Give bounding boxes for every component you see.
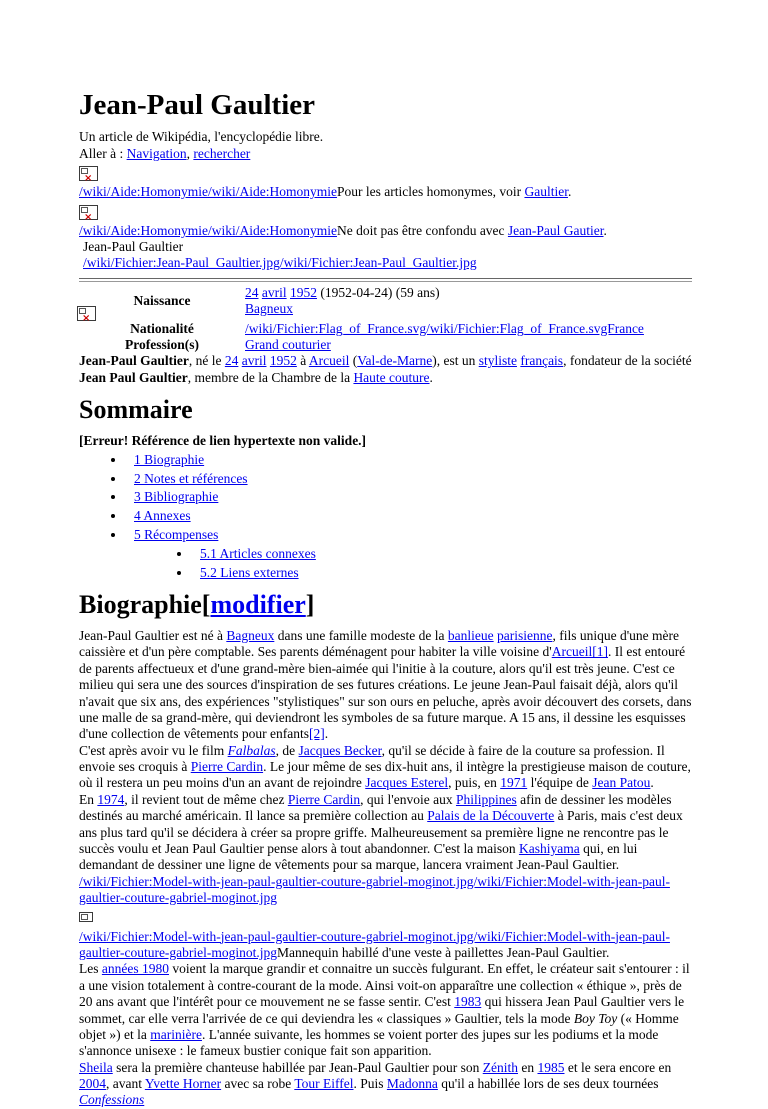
text-run: qui, en lui demandant de dessiner une ligne de vêtements pour sa marque, lancera vraiment Jean-Paul Gaultier. (79, 841, 638, 873)
text-run: voient la marque grandir et connaitre un succès fulgurant. En effet, le créateur sait s'entourer : il a une vision totalement à contre-courant de la mode. Ainsi voit-on apparaître une collection « éthique », près de 20 ans avant que l'intérêt pour ce mouvement ne se fasse sentir. C'est (79, 961, 690, 1010)
inline-link[interactable]: Zénith (482, 1059, 518, 1075)
infobox-value-naissance (245, 283, 692, 321)
text-run: (1952-04-24) (59 ans) (317, 284, 440, 300)
text-run: . Le jour même de ses dix-huit ans, il intègre la prestigieuse maison de couture, où il restera un peu moins d'un an avant de rejoindre (79, 759, 691, 791)
inline-link[interactable]: Bagneux (245, 301, 293, 317)
text-run: . (567, 184, 572, 200)
inline-link[interactable]: Falbalas (227, 742, 276, 758)
text-run: . (603, 222, 607, 238)
photo-caption: Jean-Paul Gaultier (83, 239, 184, 254)
inline-link[interactable]: 1974 (97, 791, 125, 807)
inline-link[interactable]: Palais de la Découverte (427, 808, 555, 824)
text-run: et le sera encore en (564, 1059, 672, 1075)
text-run: Boy Toy (573, 1010, 618, 1026)
toc-link-recompenses[interactable]: 5 Récompenses (134, 527, 219, 543)
toc-link-bibliographie[interactable]: 3 Bibliographie (134, 489, 219, 505)
text-run: , puis, en (448, 775, 501, 791)
inline-link[interactable]: banlieue (447, 627, 494, 643)
broken-image-icon (79, 166, 98, 181)
bracket-open: [ (201, 590, 211, 620)
toc-item-bibliographie (126, 489, 692, 505)
jump-nav (79, 146, 692, 162)
inline-link[interactable]: 24 (224, 353, 239, 369)
inline-link[interactable]: Jacques Esterel (365, 775, 449, 791)
inline-link[interactable]: 1952 (269, 353, 297, 369)
lead-paragraph (79, 353, 692, 386)
toc-link-notes[interactable]: 2 Notes et références (134, 470, 248, 486)
text-run: à (296, 353, 309, 369)
text-run: Pour les articles homonymes, voir (336, 184, 525, 200)
inline-link[interactable]: /wiki/Aide:Homonymie/wiki/Aide:Homonymie (79, 184, 337, 200)
broken-flag-icon (77, 306, 96, 321)
text-run: . Il est entouré de parents affectueux et d'une grand-mère bien-aimée qui l'initie à la couture, alors qu'il est très jeune. C'est ce milieu qui sera une des sources d'inspiration de ses futures créations. Le jeune Jean-Paul faisait déjà, alors qu'il n'avait que six ans, des expériences "stylistiques" sur son ours en peluche, après avoir découvert des corsets, dans une malle de sa grand-mère, qui deviendront les symboles de sa future marque. A 15 ans, il dessine les esquisses d'une collection de vêtements pour enfants (79, 644, 692, 742)
inline-link[interactable]: Arcueil (308, 353, 350, 369)
toc-link-articles-connexes[interactable]: 5.1 Articles connexes (200, 546, 316, 562)
text-run: , il revient tout de même chez (124, 791, 288, 807)
text-run: . (429, 369, 433, 385)
text-run: En (79, 791, 98, 807)
text-run: . L'année suivante, les hommes se voient porter des jupes sur les podiums et la mode s'annonce unisexe : le fameux bustier conique fait son apparition. (79, 1026, 659, 1059)
text-run: dans une famille modeste de la (274, 627, 448, 643)
bio-image-icon-line (79, 909, 692, 926)
bio-paragraph-4 (79, 961, 692, 1059)
inline-link[interactable]: 1971 (500, 775, 528, 791)
inline-link[interactable]: Arcueil[1] (551, 644, 608, 660)
inline-link[interactable]: 1985 (537, 1059, 565, 1075)
text-run: Jean-Paul Gaultier est né à (79, 627, 227, 643)
inline-link[interactable]: Kashiyama (518, 841, 580, 857)
inline-link[interactable]: Gaultier (524, 184, 568, 200)
bio-image-link-2 (79, 929, 692, 962)
hyperlink-error-text: [Erreur! Référence de lien hypertexte non valide.] (79, 432, 367, 448)
bio-image-link-1 (79, 874, 692, 907)
inline-link[interactable]: Grand couturier (245, 336, 331, 352)
inline-link[interactable]: /wiki/Fichier:Model-with-jean-paul-gaultier-couture-gabriel-moginot.jpg/wiki/Fichier:Model-with-jean-paul-gaultier-couture-gabriel-moginot.jpg (79, 873, 670, 906)
inline-link[interactable]: Jean Patou (592, 775, 651, 791)
infobox-label-profession: Profession(s) (125, 336, 199, 352)
text-run: , né le (188, 353, 225, 369)
text-run: qu'il a habillée lors de ses deux tournées (437, 1076, 659, 1092)
text-run: Aller à : (79, 145, 127, 161)
bio-paragraph-3 (79, 792, 692, 874)
text-run: ( (349, 353, 358, 369)
hatnote-icon-line-2 (79, 203, 692, 220)
inline-link[interactable]: Pierre Cardin (287, 791, 361, 807)
toc-link-liens-externes[interactable]: 5.2 Liens externes (200, 564, 299, 580)
text-run: . (650, 775, 654, 791)
photo-file-link[interactable]: /wiki/Fichier:Jean-Paul_Gaultier.jpg/wiki/Fichier:Jean-Paul_Gaultier.jpg (83, 255, 477, 271)
site-subtitle: Un article de Wikipédia, l'encyclopédie libre. (79, 129, 324, 145)
bio-paragraph-1 (79, 628, 692, 743)
infobox-label-nationalite: Nationalité (130, 320, 194, 336)
toc-item-recompenses (126, 527, 692, 581)
inline-link[interactable]: /wiki/Fichier:Flag_of_France.svg/wiki/Fichier:Flag_of_France.svgFrance (245, 320, 644, 336)
biographie-body (79, 628, 692, 1109)
infobox-row-nationalite (79, 321, 692, 337)
inline-link[interactable]: marinière (150, 1026, 202, 1042)
text-run: , avant (106, 1076, 145, 1092)
text-run: , qu'il se décide à faire de la couture sa profession. Il envoie ses croquis à (79, 742, 665, 775)
inline-link[interactable]: Yvette Horner (144, 1076, 222, 1092)
toc-link-biographie[interactable]: 1 Biographie (134, 451, 205, 467)
inline-link[interactable]: Haute couture (353, 369, 430, 385)
inline-link[interactable]: Pierre Cardin (190, 759, 264, 775)
broken-image-icon (79, 912, 93, 922)
toc-item-articles-connexes (192, 546, 692, 562)
inline-link[interactable]: 24 (245, 284, 259, 300)
page-title: Jean-Paul Gaultier (79, 89, 316, 121)
broken-image-icon (79, 205, 98, 220)
text-run: à Paris, mais c'est deux ans plus tard qu'il se décidera à créer sa propre griffe. Malheureusement sa première ligne ne rencontre pas le succès voulu et Jean Paul Gaultier pense alors à tout abandonner. C'est la maison (79, 808, 683, 857)
inline-link[interactable]: 1983 (454, 994, 482, 1010)
infobox-value-nationalite (245, 321, 692, 337)
hatnote-homonymie (79, 184, 692, 200)
inline-link[interactable]: Confessions (79, 1092, 145, 1108)
text-run: . (324, 726, 329, 742)
infobox-row-naissance (79, 283, 692, 321)
biographie-heading-text: Biographie (79, 590, 202, 620)
inline-link[interactable]: Philippines (455, 791, 517, 807)
toc-link-annexes[interactable]: 4 Annexes (134, 508, 191, 524)
inline-link[interactable]: styliste (478, 353, 517, 369)
toc-heading: Sommaire (79, 395, 193, 425)
inline-link[interactable]: /wiki/Fichier:Model-with-jean-paul-gaultier-couture-gabriel-moginot.jpg/wiki/Fichier:Model-with-jean-paul-gaultier-couture-gabriel-moginot.jpg (79, 928, 670, 960)
text-run: , membre de la Chambre de la (187, 369, 354, 385)
text-run: C'est après avoir vu le film (79, 742, 228, 758)
text-run: , fils unique d'une mère caissière et d'un père comptable. Ses parents déménagent pour habiter la ville voisine d' (79, 627, 680, 660)
inline-link[interactable]: [2] (308, 726, 325, 742)
text-run: , qui l'envoie aux (360, 791, 456, 807)
bio-paragraph-2 (79, 743, 692, 792)
inline-link[interactable]: 1952 (290, 284, 317, 300)
inline-link[interactable]: avril (261, 284, 287, 300)
toc-list (79, 452, 692, 582)
inline-link[interactable]: Bagneux (226, 627, 275, 643)
text-run: qui hissera Jean Paul Gaultier vers le sommet, car elle verra l'arrivée de ce qui deviendra les « classiques » Gaultier, tels la mode (79, 994, 685, 1026)
inline-link[interactable]: Jacques Becker (298, 742, 382, 758)
inline-link[interactable]: Tour Eiffel (294, 1076, 354, 1092)
toc-item-annexes (126, 508, 692, 524)
photo-link-line (79, 255, 692, 271)
hatnote-icon-line-1 (79, 164, 692, 181)
toc-sublist (134, 546, 692, 581)
text-run: Les (79, 961, 102, 977)
inline-link[interactable]: 2004 (79, 1076, 106, 1092)
text-run: sera la première chanteuse habillée par Jean-Paul Gaultier pour son (112, 1059, 483, 1075)
hatnote-confusion (79, 223, 692, 239)
infobox (79, 283, 692, 354)
inline-link[interactable]: français (520, 353, 564, 369)
text-run: Jean Paul Gaultier (79, 369, 188, 385)
text-run: Ne doit pas être confondu avec (336, 222, 508, 238)
bracket-close: ] (305, 590, 315, 620)
inline-link[interactable]: Val-de-Marne (357, 353, 433, 369)
modifier-link[interactable]: modifier (210, 590, 306, 620)
inline-link[interactable]: Jean-Paul Gautier (507, 222, 604, 238)
inline-link[interactable]: Madonna (386, 1076, 438, 1092)
text-run: Jean-Paul Gaultier (79, 353, 189, 369)
text-run: , fondateur de la société (563, 353, 692, 369)
inline-link[interactable]: /wiki/Aide:Homonymie/wiki/Aide:Homonymie (79, 222, 337, 238)
text-run: Mannequin habillé d'une veste à paillettes Jean-Paul Gaultier. (277, 944, 610, 960)
biographie-heading (79, 591, 692, 620)
text-run: l'équipe de (527, 775, 593, 791)
toc-item-notes (126, 471, 692, 487)
text-run: (« Homme objet ») et la (79, 1010, 679, 1042)
bio-paragraph-5 (79, 1060, 692, 1109)
inline-link[interactable]: rechercher (193, 145, 251, 161)
text-run: , (186, 145, 194, 161)
text-run: ), est un (432, 353, 479, 369)
toc-item-liens-externes (192, 565, 692, 581)
text-run: . Puis (353, 1076, 387, 1092)
infobox-value-profession (245, 337, 692, 353)
inline-link[interactable]: avril (241, 353, 267, 369)
text-run: , de (275, 742, 299, 758)
toc-item-biographie (126, 452, 692, 468)
infobox-top-rule (79, 278, 692, 282)
inline-link[interactable]: Navigation (126, 145, 187, 161)
inline-link[interactable]: années 1980 (101, 961, 169, 977)
inline-link[interactable]: Sheila (79, 1059, 113, 1075)
text-run: en (517, 1059, 538, 1075)
text-run: afin de dessiner les modèles destinés au marché américain. Il lance sa première collection au (79, 791, 672, 824)
text-run: avec sa robe (221, 1076, 295, 1092)
infobox-row-profession (79, 337, 692, 353)
inline-link[interactable]: parisienne (497, 627, 553, 643)
infobox-label-naissance: Naissance (133, 292, 191, 308)
